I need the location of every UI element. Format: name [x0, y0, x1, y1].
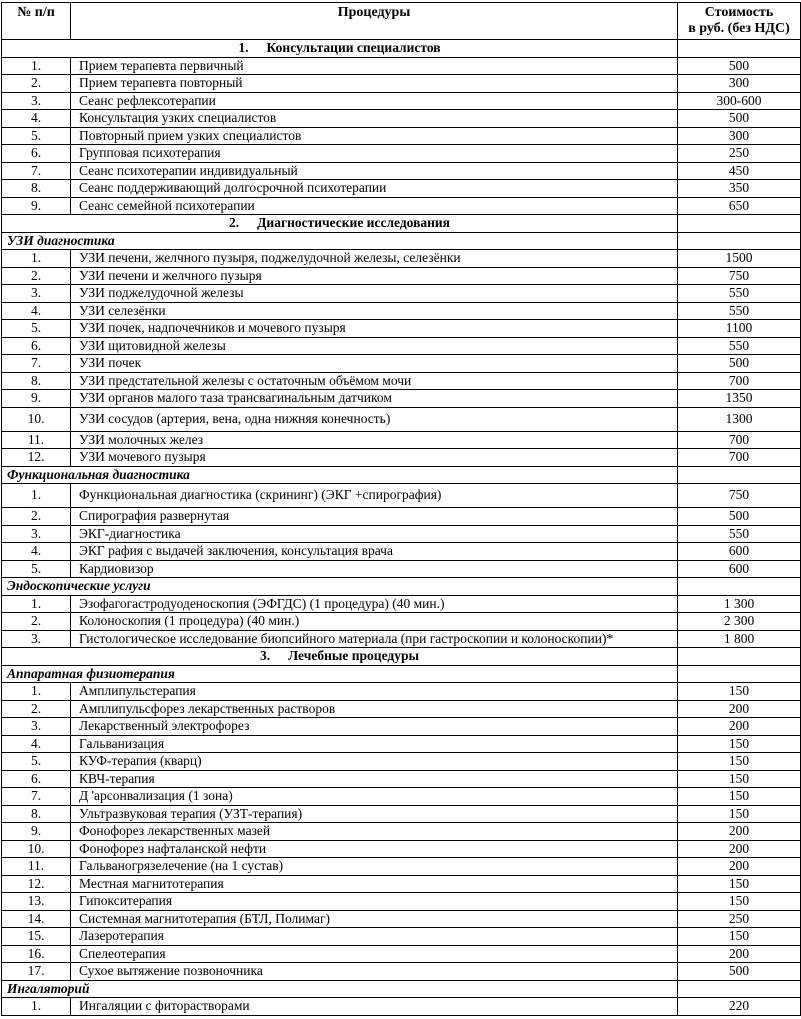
row-number-cell: 9.: [2, 390, 71, 408]
row-number-cell: 2.: [2, 267, 71, 285]
procedure-name-cell: УЗИ органов малого таза трансвагинальным датчиком: [71, 390, 678, 408]
col-header-price-line1: Стоимость: [704, 5, 774, 20]
subsection-header-row: [2, 980, 801, 998]
table-row: [2, 355, 801, 373]
procedure-name-cell: УЗИ поджелудочной железы: [71, 285, 678, 303]
table-row: [2, 893, 801, 911]
price-cell: 450: [678, 162, 801, 180]
row-number-cell: 4.: [2, 735, 71, 753]
row-number-cell: 1.: [2, 595, 71, 613]
table-row: [2, 92, 801, 110]
table-row: [2, 718, 801, 736]
procedure-name-cell: ЭКГ-диагностика: [71, 525, 678, 543]
procedure-name-cell: УЗИ печени, желчного пузыря, поджелудочной железы, селезёнки: [71, 250, 678, 268]
price-cell: 1 300: [678, 595, 801, 613]
table-row: [2, 823, 801, 841]
table-row: [2, 595, 801, 613]
price-cell: 220: [678, 998, 801, 1016]
row-number-cell: 6.: [2, 770, 71, 788]
col-header-price-line2: в руб. (без НДС): [688, 21, 790, 36]
price-cell: 600: [678, 543, 801, 561]
row-number-cell: 13.: [2, 893, 71, 911]
price-cell: 150: [678, 893, 801, 911]
table-row: [2, 928, 801, 946]
procedure-name-cell: Гипокситерапия: [71, 893, 678, 911]
table-row: [2, 449, 801, 467]
price-cell: 350: [678, 180, 801, 198]
table-row: [2, 320, 801, 338]
table-row: [2, 525, 801, 543]
table-row: [2, 302, 801, 320]
table-row: [2, 267, 801, 285]
procedure-name-cell: Сеанс поддерживающий долгосрочной психотерапии: [71, 180, 678, 198]
table-row: [2, 945, 801, 963]
procedure-name-cell: Спирография развернутая: [71, 508, 678, 526]
price-cell-empty: [678, 232, 801, 250]
table-row: [2, 683, 801, 701]
procedure-name-cell: Сухое вытяжение позвоночника: [71, 963, 678, 981]
section-header-row: [2, 648, 801, 666]
table-row: [2, 805, 801, 823]
row-number-cell: 5.: [2, 560, 71, 578]
table-row: [2, 700, 801, 718]
procedure-name-cell: Лекарственный электрофорез: [71, 718, 678, 736]
table-row: [2, 127, 801, 145]
row-number-cell: 1.: [2, 57, 71, 75]
price-cell: 250: [678, 145, 801, 163]
subsection-title: Функциональная диагностика: [2, 466, 678, 484]
price-cell: 1 800: [678, 630, 801, 648]
procedure-name-cell: УЗИ мочевого пузыря: [71, 449, 678, 467]
subsection-title: Аппаратная физиотерапия: [2, 665, 678, 683]
row-number-cell: 7.: [2, 162, 71, 180]
procedure-name-cell: УЗИ предстательной железы с остаточным объёмом мочи: [71, 372, 678, 390]
procedure-name-cell: Гальваногрязелечение (на 1 сустав): [71, 858, 678, 876]
table-row: [2, 407, 801, 431]
price-cell-empty: [678, 215, 801, 233]
price-cell-empty: [678, 665, 801, 683]
section-label: Диагностические исследования: [257, 215, 450, 230]
price-cell-empty: [678, 980, 801, 998]
row-number-cell: 1.: [2, 998, 71, 1016]
price-cell: 150: [678, 875, 801, 893]
row-number-cell: 17.: [2, 963, 71, 981]
procedure-name-cell: КВЧ-терапия: [71, 770, 678, 788]
row-number-cell: 2.: [2, 700, 71, 718]
table-row: [2, 250, 801, 268]
procedure-name-cell: Фонофорез нафталанской нефти: [71, 840, 678, 858]
table-body: [2, 40, 801, 1016]
price-table: [1, 2, 801, 1016]
price-cell: 500: [678, 355, 801, 373]
row-number-cell: 6.: [2, 337, 71, 355]
price-cell-empty: [678, 578, 801, 596]
row-number-cell: 11.: [2, 858, 71, 876]
row-number-cell: 12.: [2, 875, 71, 893]
price-cell: 550: [678, 302, 801, 320]
procedure-name-cell: Эзофагогастродуоденоскопия (ЭФГДС) (1 процедура) (40 мин.): [71, 595, 678, 613]
table-row: [2, 875, 801, 893]
row-number-cell: 3.: [2, 630, 71, 648]
price-cell: 300: [678, 127, 801, 145]
procedure-name-cell: Сеанс рефлексотерапии: [71, 92, 678, 110]
procedure-name-cell: Гальванизация: [71, 735, 678, 753]
table-row: [2, 75, 801, 93]
procedure-name-cell: УЗИ молочных желез: [71, 431, 678, 449]
price-cell: 1350: [678, 390, 801, 408]
price-cell: 700: [678, 372, 801, 390]
procedure-name-cell: Системная магнитотерапия (БТЛ, Полимаг): [71, 910, 678, 928]
col-header-number: № п/п: [2, 3, 71, 40]
price-cell: 650: [678, 197, 801, 215]
procedure-name-cell: Фонофорез лекарственных мазей: [71, 823, 678, 841]
table-row: [2, 180, 801, 198]
price-cell: 550: [678, 337, 801, 355]
table-row: [2, 753, 801, 771]
table-row: [2, 788, 801, 806]
row-number-cell: 4.: [2, 110, 71, 128]
procedure-name-cell: Д 'арсонвализация (1 зона): [71, 788, 678, 806]
section-number: 3.: [259, 648, 271, 663]
table-row: [2, 840, 801, 858]
subsection-title: Эндоскопические услуги: [2, 578, 678, 596]
table-row: [2, 735, 801, 753]
price-cell: 150: [678, 735, 801, 753]
procedure-name-cell: Спелеотерапия: [71, 945, 678, 963]
subsection-header-row: [2, 466, 801, 484]
table-row: [2, 858, 801, 876]
price-cell: 150: [678, 928, 801, 946]
price-cell: 500: [678, 963, 801, 981]
row-number-cell: 4.: [2, 543, 71, 561]
procedure-name-cell: УЗИ печени и желчного пузыря: [71, 267, 678, 285]
table-row: [2, 484, 801, 508]
row-number-cell: 1.: [2, 484, 71, 508]
row-number-cell: 1.: [2, 250, 71, 268]
row-number-cell: 1.: [2, 683, 71, 701]
table-row: [2, 390, 801, 408]
procedure-name-cell: Лазеротерапия: [71, 928, 678, 946]
procedure-name-cell: Кардиовизор: [71, 560, 678, 578]
procedure-name-cell: УЗИ почек: [71, 355, 678, 373]
row-number-cell: 7.: [2, 788, 71, 806]
price-cell: 200: [678, 858, 801, 876]
row-number-cell: 11.: [2, 431, 71, 449]
row-number-cell: 5.: [2, 320, 71, 338]
procedure-name-cell: Амплипульстерапия: [71, 683, 678, 701]
price-cell: 550: [678, 285, 801, 303]
col-header-procedures: Процедуры: [71, 3, 678, 40]
procedure-name-cell: КУФ-терапия (кварц): [71, 753, 678, 771]
row-number-cell: 12.: [2, 449, 71, 467]
row-number-cell: 3.: [2, 525, 71, 543]
price-cell: 150: [678, 753, 801, 771]
row-number-cell: 3.: [2, 92, 71, 110]
procedure-name-cell: Повторный прием узких специалистов: [71, 127, 678, 145]
row-number-cell: 8.: [2, 372, 71, 390]
section-label: Лечебные процедуры: [288, 648, 420, 663]
price-cell: 200: [678, 718, 801, 736]
procedure-name-cell: Амплипульсфорез лекарственных растворов: [71, 700, 678, 718]
price-cell-empty: [678, 648, 801, 666]
table-header-row: [2, 3, 801, 40]
row-number-cell: 2.: [2, 508, 71, 526]
table-row: [2, 613, 801, 631]
price-cell: 1300: [678, 407, 801, 431]
subsection-header-row: [2, 578, 801, 596]
procedure-name-cell: Прием терапевта первичный: [71, 57, 678, 75]
procedure-name-cell: УЗИ почек, надпочечников и мочевого пузыря: [71, 320, 678, 338]
procedure-name-cell: УЗИ щитовидной железы: [71, 337, 678, 355]
price-cell: 500: [678, 110, 801, 128]
price-cell: 150: [678, 683, 801, 701]
table-row: [2, 285, 801, 303]
row-number-cell: 15.: [2, 928, 71, 946]
price-cell: 150: [678, 788, 801, 806]
section-label: Консультации специалистов: [266, 40, 441, 55]
table-row: [2, 770, 801, 788]
table-row: [2, 197, 801, 215]
section-title: [2, 215, 678, 233]
section-title: [2, 40, 678, 58]
procedure-name-cell: УЗИ сосудов (артерия, вена, одна нижняя конечность): [71, 407, 678, 431]
table-row: [2, 431, 801, 449]
price-cell: 1100: [678, 320, 801, 338]
price-cell: 700: [678, 431, 801, 449]
procedure-name-cell: ЭКГ рафия с выдачей заключения, консультация врача: [71, 543, 678, 561]
subsection-title: УЗИ диагностика: [2, 232, 678, 250]
row-number-cell: 8.: [2, 180, 71, 198]
table-row: [2, 110, 801, 128]
procedure-name-cell: Сеанс психотерапии индивидуальный: [71, 162, 678, 180]
price-cell: 200: [678, 700, 801, 718]
price-cell: 500: [678, 57, 801, 75]
price-cell-empty: [678, 40, 801, 58]
row-number-cell: 2.: [2, 75, 71, 93]
price-cell: 200: [678, 945, 801, 963]
procedure-name-cell: Консультация узких специалистов: [71, 110, 678, 128]
section-header-row: [2, 215, 801, 233]
price-cell: 2 300: [678, 613, 801, 631]
col-header-price: [678, 3, 801, 40]
row-number-cell: 10.: [2, 840, 71, 858]
price-cell: 150: [678, 770, 801, 788]
table-row: [2, 630, 801, 648]
row-number-cell: 6.: [2, 145, 71, 163]
row-number-cell: 5.: [2, 753, 71, 771]
price-cell: 500: [678, 508, 801, 526]
table-row: [2, 337, 801, 355]
row-number-cell: 9.: [2, 197, 71, 215]
row-number-cell: 9.: [2, 823, 71, 841]
section-number: 1.: [238, 40, 249, 55]
price-cell: 750: [678, 484, 801, 508]
table-row: [2, 560, 801, 578]
procedure-name-cell: УЗИ селезёнки: [71, 302, 678, 320]
price-cell: 700: [678, 449, 801, 467]
price-cell: 750: [678, 267, 801, 285]
procedure-name-cell: Функциональная диагностика (скрининг) (ЭКГ +спирография): [71, 484, 678, 508]
price-cell: 200: [678, 823, 801, 841]
price-cell: 200: [678, 840, 801, 858]
procedure-name-cell: Гистологическое исследование биопсийного материала (при гастроскопии и колоноскопии)*: [71, 630, 678, 648]
table-row: [2, 910, 801, 928]
table-row: [2, 57, 801, 75]
price-cell: 250: [678, 910, 801, 928]
row-number-cell: 10.: [2, 407, 71, 431]
table-row: [2, 998, 801, 1016]
procedure-name-cell: Групповая психотерапия: [71, 145, 678, 163]
procedure-name-cell: Сеанс семейной психотерапии: [71, 197, 678, 215]
row-number-cell: 2.: [2, 613, 71, 631]
table-row: [2, 162, 801, 180]
price-cell-empty: [678, 466, 801, 484]
subsection-header-row: [2, 232, 801, 250]
row-number-cell: 3.: [2, 285, 71, 303]
subsection-title: Ингаляторий: [2, 980, 678, 998]
row-number-cell: 7.: [2, 355, 71, 373]
row-number-cell: 8.: [2, 805, 71, 823]
table-row: [2, 963, 801, 981]
table-row: [2, 508, 801, 526]
procedure-name-cell: Колоноскопия (1 процедура) (40 мин.): [71, 613, 678, 631]
row-number-cell: 3.: [2, 718, 71, 736]
price-cell: 300: [678, 75, 801, 93]
row-number-cell: 16.: [2, 945, 71, 963]
procedure-name-cell: Прием терапевта повторный: [71, 75, 678, 93]
procedure-name-cell: Местная магнитотерапия: [71, 875, 678, 893]
subsection-header-row: [2, 665, 801, 683]
section-number: 2.: [229, 215, 240, 230]
price-cell: 600: [678, 560, 801, 578]
table-row: [2, 543, 801, 561]
row-number-cell: 5.: [2, 127, 71, 145]
price-cell: 150: [678, 805, 801, 823]
section-header-row: [2, 40, 801, 58]
procedure-name-cell: Ингаляции с фиторастворами: [71, 998, 678, 1016]
table-row: [2, 145, 801, 163]
price-cell: 550: [678, 525, 801, 543]
price-cell: 300-600: [678, 92, 801, 110]
procedure-name-cell: Ультразвуковая терапия (УЗТ-терапия): [71, 805, 678, 823]
table-header: [2, 3, 801, 40]
row-number-cell: 14.: [2, 910, 71, 928]
table-row: [2, 372, 801, 390]
row-number-cell: 4.: [2, 302, 71, 320]
price-cell: 1500: [678, 250, 801, 268]
section-title: [2, 648, 678, 666]
